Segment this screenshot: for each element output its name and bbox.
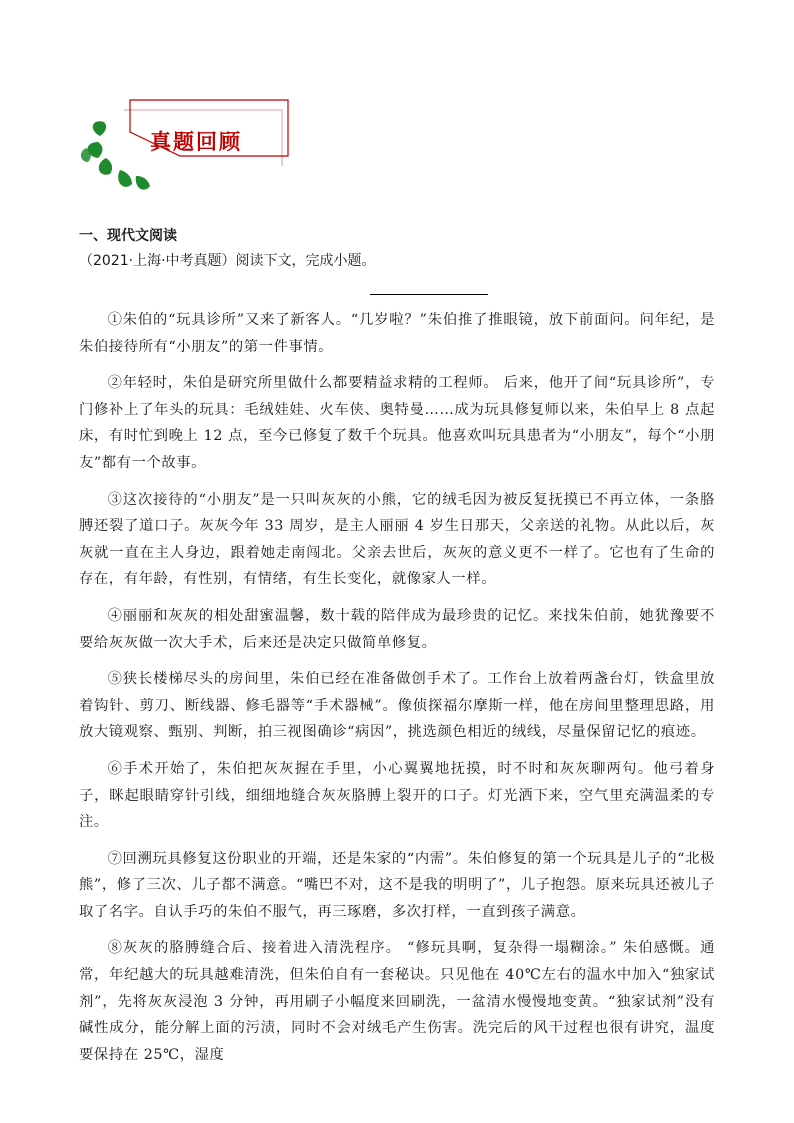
paragraph-1: ①朱伯的“玩具诊所”又来了新客人。“几岁啦？”朱伯推了推眼镜，放下前面问。问年纪，是朱伯接待所有“小朋友”的第一件事情。	[79, 312, 715, 355]
reading-article	[79, 307, 715, 1078]
question-source: （2021·上海·中考真题）阅读下文，完成小题。	[79, 253, 376, 269]
paragraph-7: ⑦回溯玩具修复这份职业的开端，还是朱家的“内需”。朱伯修复的第一个玩具是儿子的“北极熊”，修了三次、儿子都不满意。“嘴巴不对，这不是我的明明了”，儿子抱怨。原来玩具还被儿子取了名字。自认手巧的朱伯不服气，再三琢磨，多次打样，一直到孩子满意。	[79, 850, 715, 920]
banner-title: 真题回顾	[150, 129, 242, 154]
article-title-blank	[370, 294, 488, 295]
paragraph-5: ⑤狭长楼梯尽头的房间里，朱伯已经在准备做创手术了。工作台上放着两盏台灯，铁盒里放着钩针、剪刀、断线器、修毛器等“手术器械”。像侦探福尔摩斯一样，他在房间里整理思路，用放大镜观察、甄别、判断，拍三视图确诊“病因”，挑选颜色相近的绒线，尽量保留记忆的痕迹。	[79, 671, 715, 741]
paragraph-4: ④丽丽和灰灰的相处甜蜜温馨，数十载的陪伴成为最珍贵的记忆。来找朱伯前，她犹豫要不要给灰灰做一次大手术，后来还是决定只做简单修复。	[79, 607, 715, 651]
paragraph-3: ③这次接待的“小朋友”是一只叫灰灰的小熊，它的绒毛因为被反复抚摸已不再立体，一条胳膊还裂了道口子。灰灰今年 33 周岁，是主人丽丽 4 岁生日那天，父亲送的礼物。从此以后，灰灰就一直在主人身边，跟着她走南闯北。父亲去世后，灰灰的意义更不一样了。它也有了生命的存在，有年龄，有性别，有情绪，有生长变化，就像家人一样。	[79, 491, 715, 588]
section-heading: 一、现代文阅读	[79, 228, 177, 244]
paragraph-2: ②年轻时，朱伯是研究所里做什么都要精益求精的工程师。 后来，他开了间“玩具诊所”，专门修补上了年头的玩具：毛绒娃娃、火车侠、奥特曼……成为玩具修复师以来，朱伯早上 8 点起床，有时忙到晚上 12 点，至今已修复了数千个玩具。他喜欢叫玩具患者为“小朋友”，每个“小朋友”都有一个故事。	[79, 375, 715, 471]
paragraph-8: ⑧灰灰的胳膊缝合后、接着进入清洗程序。 “修玩具啊，复杂得一塌糊涂。” 朱伯感慨。通常，年纪越大的玩具越难清洗，但朱伯自有一套秘诀。只见他在 40℃左右的温水中加入“独家试剂”，先将灰灰浸泡 3 分钟，再用刷子小幅度来回刷洗，一盆清水慢慢地变黄。“独家试剂”没有碱性成分，能分解上面的污渍，同时不会对绒毛产生伤害。洗完后的风干过程也很有讲究，温度要保持在 25℃，湿度	[79, 940, 715, 1063]
paragraph-6: ⑥手术开始了，朱伯把灰灰握在手里，小心翼翼地抚摸，时不时和灰灰聊两句。他弓着身子，眯起眼睛穿针引线，细细地缝合灰灰胳膊上裂开的口子。灯光洒下来，空气里充满温柔的专注。	[79, 760, 715, 831]
